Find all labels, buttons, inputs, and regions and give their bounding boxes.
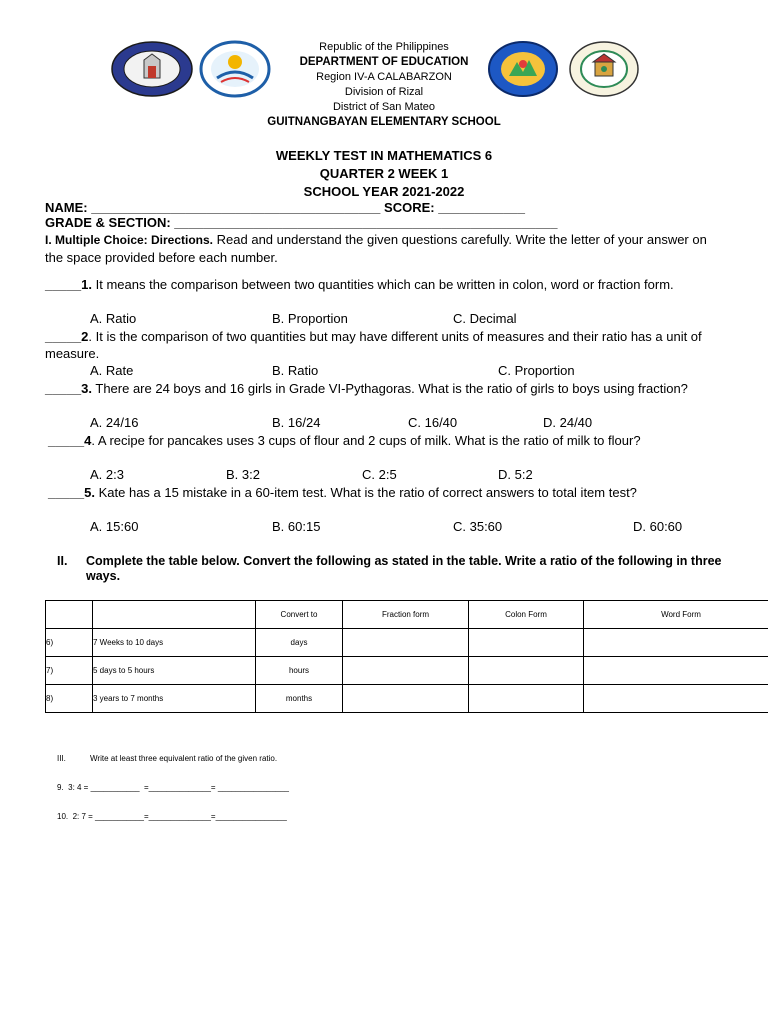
q3-option-c: C. 16/40 [408, 415, 458, 430]
q1-option-b: B. Proportion [272, 311, 348, 326]
header-region: Region IV-A CALABARZON [316, 71, 452, 83]
q3-option-b: B. 16/24 [272, 415, 321, 430]
q4-blank[interactable]: _____4 [48, 433, 92, 448]
header-department: DEPARTMENT OF EDUCATION [299, 56, 469, 68]
row-item: 3 years to 7 months [93, 685, 256, 713]
word-form-cell[interactable] [584, 657, 768, 685]
row-number: 8) [46, 685, 93, 713]
header-fraction-form: Fraction form [343, 601, 469, 629]
part2-text: Complete the table below. Convert the following as stated in the table. Write a ratio of the following in three ways. [86, 554, 722, 583]
q5-text: Kate has a 15 mistake in a 60-item test. What is the ratio of correct answers to total item test? [95, 485, 637, 500]
row-convert-to: months [256, 685, 343, 713]
q1-blank[interactable]: _____1. [45, 277, 92, 292]
q4-text: . A recipe for pancakes uses 3 cups of flour and 2 cups of milk. What is the ratio of milk to flour? [91, 433, 641, 448]
question-4 [48, 432, 728, 449]
q4-option-a: A. 2:3 [90, 467, 124, 482]
colon-form-cell[interactable] [469, 657, 584, 685]
header-cell [93, 601, 256, 629]
table-row [46, 685, 768, 713]
q2-option-b: B. Ratio [272, 363, 319, 378]
header-division: Division of Rizal [344, 86, 424, 98]
table-header-row [46, 601, 768, 629]
part3-number: III. [57, 754, 66, 763]
colon-form-cell[interactable] [469, 629, 584, 657]
q4-option-d: D. 5:2 [498, 467, 533, 482]
fraction-form-cell[interactable] [343, 657, 469, 685]
q5-option-d: D. 60:60 [633, 519, 683, 534]
q5-option-b: B. 60:15 [272, 519, 321, 534]
row-convert-to: hours [256, 657, 343, 685]
question-2 [45, 328, 725, 362]
grade-section-field[interactable]: GRADE & SECTION: _____________________________________________________ [45, 215, 558, 230]
part2-number: II. [57, 554, 68, 568]
q2-option-a: A. Rate [90, 363, 134, 378]
row-number: 6) [46, 629, 93, 657]
question-3 [45, 380, 725, 397]
q1-text: It means the comparison between two quantities which can be written in colon, word or fraction form. [92, 277, 674, 292]
part3-instructions: Write at least three equivalent ratio of the given ratio. [90, 754, 278, 763]
fraction-form-cell[interactable] [343, 629, 469, 657]
q4-option-c: C. 2:5 [362, 467, 397, 482]
header-district: District of San Mateo [332, 101, 436, 113]
name-score-field[interactable]: NAME: ________________________________________ SCORE: ____________ [45, 200, 525, 215]
header-cell [46, 601, 93, 629]
word-form-cell[interactable] [584, 685, 768, 713]
row-convert-to: days [256, 629, 343, 657]
conversion-table [45, 600, 768, 713]
q2-option-c: C. Proportion [498, 363, 575, 378]
header-republic: Republic of the Philippines [319, 41, 449, 53]
quarter-title: QUARTER 2 WEEK 1 [319, 166, 449, 181]
q3-text: There are 24 boys and 16 girls in Grade VI-Pythagoras. What is the ratio of girls to boys using fraction? [92, 381, 688, 396]
part1-text: Read and understand the given questions carefully. Write the letter of your answer on the space provided before each number. [45, 232, 707, 265]
q4-option-b: B. 3:2 [226, 467, 260, 482]
table-row [46, 657, 768, 685]
q5-blank[interactable]: _____5. [48, 485, 95, 500]
school-year-title: SCHOOL YEAR 2021-2022 [303, 184, 465, 199]
part1-label: I. Multiple Choice: Directions. [45, 233, 214, 247]
part2-instructions [86, 554, 736, 584]
q3-option-d: D. 24/40 [543, 415, 593, 430]
q1-option-a: A. Ratio [90, 311, 137, 326]
q1-option-c: C. Decimal [453, 311, 517, 326]
header-convert-to: Convert to [256, 601, 343, 629]
word-form-cell[interactable] [584, 629, 768, 657]
header-word-form: Word Form [584, 601, 768, 629]
q3-blank[interactable]: _____3. [45, 381, 92, 396]
item-9[interactable]: 9. 3: 4 = ___________ =______________= ________________ [57, 783, 290, 792]
q2-text: . It is the comparison of two quantities but may have different units of measures and their ratio has a unit of measure. [45, 329, 702, 361]
row-item: 7 Weeks to 10 days [93, 629, 256, 657]
fraction-form-cell[interactable] [343, 685, 469, 713]
row-number: 7) [46, 657, 93, 685]
q2-blank[interactable]: _____2 [45, 329, 89, 344]
test-title: WEEKLY TEST IN MATHEMATICS 6 [275, 148, 493, 163]
q5-option-c: C. 35:60 [453, 519, 503, 534]
item-10[interactable]: 10. 2: 7 = ___________=______________=________________ [57, 812, 287, 821]
question-1 [45, 276, 725, 293]
row-item: 5 days to 5 hours [93, 657, 256, 685]
part1-directions [45, 231, 725, 266]
q3-option-a: A. 24/16 [90, 415, 139, 430]
header-colon-form: Colon Form [469, 601, 584, 629]
colon-form-cell[interactable] [469, 685, 584, 713]
table-row [46, 629, 768, 657]
question-5 [48, 484, 728, 501]
header-school: GUITNANGBAYAN ELEMENTARY SCHOOL [267, 116, 501, 128]
q5-option-a: A. 15:60 [90, 519, 139, 534]
